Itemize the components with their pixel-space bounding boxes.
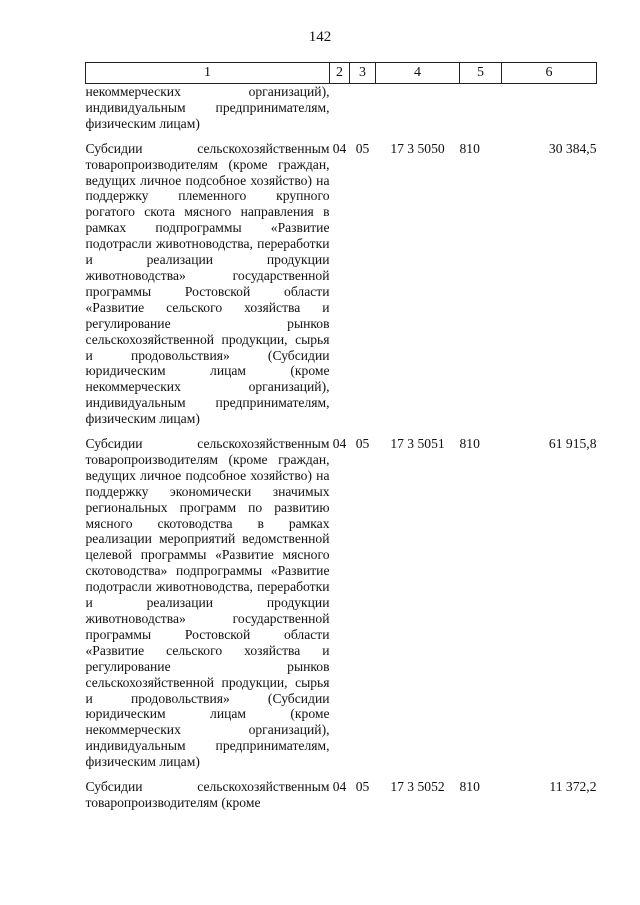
row-section-code: 04 [332, 436, 347, 452]
row-subsection-code [350, 84, 376, 141]
row-expense-type [460, 84, 502, 141]
row-target-article: 17 3 5051 [390, 436, 445, 452]
row-amount: 61 915,8 [548, 436, 597, 452]
row-amount: 11 372,2 [549, 779, 597, 795]
budget-table [85, 62, 597, 820]
table-row [86, 141, 597, 436]
row-amount: 30 384,5 [548, 140, 597, 156]
row-expense-type: 810 [459, 140, 480, 156]
row-section-code [330, 84, 350, 141]
table-header-row [86, 63, 597, 84]
column-header-5: 5 [460, 63, 502, 84]
column-header-4: 4 [376, 63, 460, 84]
row-subsection-code: 05 [355, 140, 370, 156]
row-expense-type: 810 [459, 436, 480, 452]
row-target-article: 17 3 5052 [390, 779, 445, 795]
table-row [86, 436, 597, 779]
row-amount [502, 84, 597, 141]
row-expense-type: 810 [459, 779, 480, 795]
column-header-2: 2 [330, 63, 350, 84]
row-section-code: 04 [332, 779, 347, 795]
row-description: некоммерческих организаций), индивидуальным предпринимателям, физическим лицам) [85, 84, 330, 131]
column-header-1: 1 [86, 63, 330, 84]
column-header-3: 3 [350, 63, 376, 84]
row-section-code: 04 [332, 140, 347, 156]
row-subsection-code: 05 [355, 436, 370, 452]
table-row [86, 84, 597, 141]
column-header-6: 6 [502, 63, 597, 84]
row-target-article: 17 3 5050 [390, 140, 445, 156]
row-target-article [376, 84, 460, 141]
row-description: Субсидии сельскохозяйственным товаропроизводителям (кроме [85, 779, 330, 810]
page-number: 142 [308, 29, 332, 45]
table-row [86, 779, 597, 820]
row-description: Субсидии сельскохозяйственным товаропроизводителям (кроме граждан, ведущих личное подсобное хозяйство) на поддержку экономически значимых региональных программ по развитию мясного скотоводства в рамках реализации мероприятий ведомственной целевой программы «Развитие мясного скотоводства» подпрограммы «Развитие подотрасли животноводства, переработки и реализации продукции животноводства» государственной программы Ростовской области «Развитие сельского хозяйства и регулирование рынков сельскохозяйственной продукции, сырья и продовольствия» (Субсидии юридическим лицам (кроме некоммерческих организаций), индивидуальным предпринимателям, физическим лицам) [85, 436, 330, 770]
row-subsection-code: 05 [355, 779, 370, 795]
row-description: Субсидии сельскохозяйственным товаропроизводителям (кроме граждан, ведущих личное подсобное хозяйство) на поддержку племенного крупного рогатого скота мясного направления в рамках подпрограммы «Развитие подотрасли животноводства, переработки и реализации продукции животноводства» государственной программы Ростовской области «Развитие сельского хозяйства и регулирование рынков сельскохозяйственной продукции, сырья и продовольствия» (Субсидии юридическим лицам (кроме некоммерческих организаций), индивидуальным предпринимателям, физическим лицам) [85, 140, 330, 427]
